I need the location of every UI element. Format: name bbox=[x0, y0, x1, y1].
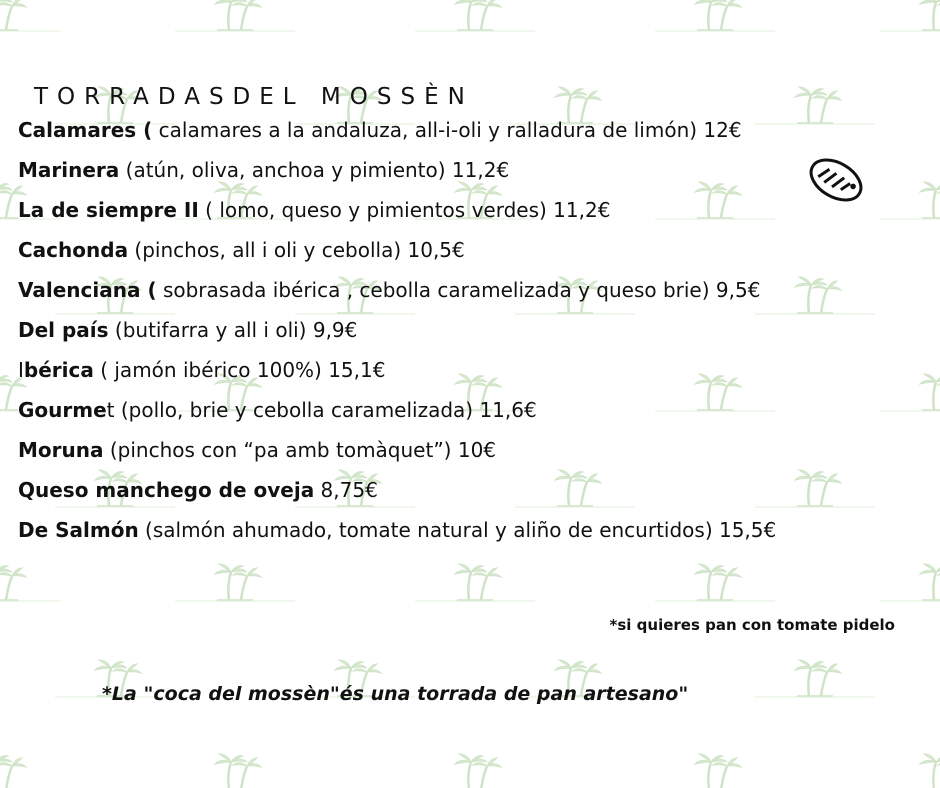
palm-tree-icon bbox=[695, 564, 741, 600]
palm-tree-icon bbox=[0, 0, 26, 30]
palm-tree-icon bbox=[920, 182, 940, 218]
palm-tree-icon bbox=[795, 87, 841, 123]
menu-item-name: Cachonda bbox=[18, 238, 129, 262]
menu-item-description: ( lomo, queso y pimientos verdes) 11,2€ bbox=[198, 198, 611, 222]
menu-item-description: t (pollo, brie y cebolla caramelizada) 11,6€ bbox=[106, 398, 537, 422]
menu-item bbox=[18, 355, 776, 395]
menu-item-name: Queso manchego de oveja bbox=[18, 478, 315, 502]
bread-icon bbox=[805, 150, 867, 210]
palm-tree-icon bbox=[920, 564, 940, 600]
menu-item-description: (butifarra y all i oli) 9,9€ bbox=[108, 318, 358, 342]
menu-item bbox=[18, 515, 776, 555]
palm-tree-icon bbox=[795, 470, 841, 506]
menu-item bbox=[18, 475, 776, 515]
menu-item bbox=[18, 235, 776, 275]
palm-tree-icon bbox=[795, 660, 841, 696]
menu-list bbox=[18, 115, 776, 555]
bread-tomato-note: *si quieres pan con tomate pidelo bbox=[609, 616, 895, 634]
palm-tree-icon bbox=[695, 0, 741, 30]
menu-item-name: Marinera bbox=[18, 158, 120, 182]
menu-item-name: La de siempre II bbox=[18, 198, 199, 222]
palm-tree-icon bbox=[0, 754, 26, 788]
palm-tree-icon bbox=[455, 564, 501, 600]
palm-tree-icon bbox=[455, 0, 501, 30]
menu-item bbox=[18, 195, 776, 235]
menu-item bbox=[18, 395, 776, 435]
menu-item-description: ( jamón ibérico 100%) 15,1€ bbox=[93, 358, 386, 382]
palm-tree-icon bbox=[920, 0, 940, 30]
menu-item bbox=[18, 115, 776, 155]
menu-item bbox=[18, 315, 776, 355]
palm-tree-icon bbox=[455, 754, 501, 788]
menu-item-name: bérica bbox=[23, 358, 94, 382]
menu-item-name: De Salmón bbox=[18, 518, 139, 542]
menu-item bbox=[18, 155, 776, 195]
menu-item-description: 8,75€ bbox=[314, 478, 378, 502]
menu-item-description: (atún, oliva, anchoa y pimiento) 11,2€ bbox=[119, 158, 510, 182]
palm-tree-icon bbox=[215, 0, 261, 30]
menu-item-description: calamares a la andaluza, all-i-oli y ralladura de limón) 12€ bbox=[152, 118, 742, 142]
menu-item-name: Calamares ( bbox=[18, 118, 153, 142]
palm-tree-icon bbox=[920, 754, 940, 788]
footer-note: *La "coca del mossèn"és una torrada de pan artesano" bbox=[102, 683, 689, 705]
palm-tree-icon bbox=[695, 754, 741, 788]
menu-item-description: sobrasada ibérica , cebolla caramelizada y queso brie) 9,5€ bbox=[156, 278, 761, 302]
menu-item-name: Valenciana ( bbox=[18, 278, 157, 302]
menu-item-description: (salmón ahumado, tomate natural y aliño de encurtidos) 15,5€ bbox=[138, 518, 777, 542]
menu-item bbox=[18, 275, 776, 315]
menu-item bbox=[18, 435, 776, 475]
menu-item-name: Gourme bbox=[18, 398, 107, 422]
page-title: TORRADASDEL MOSSÈN bbox=[34, 84, 474, 110]
menu-item-description: (pinchos con “pa amb tomàquet”) 10€ bbox=[103, 438, 497, 462]
menu-item-prefix: I bbox=[18, 358, 24, 382]
palm-tree-icon bbox=[920, 374, 940, 410]
palm-tree-icon bbox=[795, 277, 841, 313]
menu-item-name: Del país bbox=[18, 318, 109, 342]
palm-tree-icon bbox=[0, 564, 26, 600]
palm-tree-icon bbox=[215, 564, 261, 600]
menu-item-description: (pinchos, all i oli y cebolla) 10,5€ bbox=[128, 238, 465, 262]
menu-item-name: Moruna bbox=[18, 438, 104, 462]
palm-tree-icon bbox=[215, 754, 261, 788]
